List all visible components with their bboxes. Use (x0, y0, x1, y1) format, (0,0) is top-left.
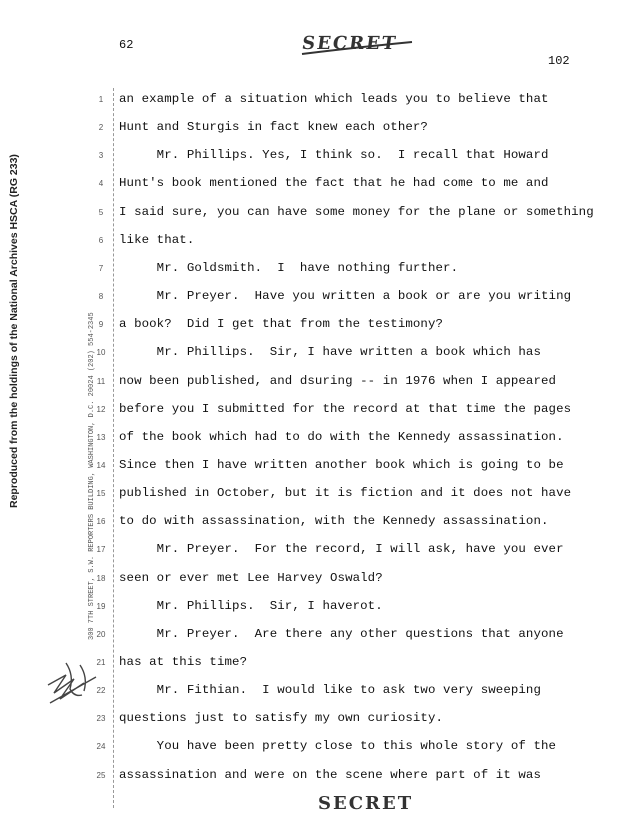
secret-stamp-top: SECRET (300, 33, 399, 54)
line-number: 13 (96, 432, 106, 442)
line-number: 17 (96, 545, 106, 555)
line-number: 12 (96, 404, 106, 414)
transcript-line: of the book which had to do with the Kennedy assassination. (119, 429, 564, 444)
stamp-underline-icon (300, 40, 415, 60)
line-number: 11 (96, 376, 106, 386)
transcript-line: Hunt and Sturgis in fact knew each other? (119, 120, 428, 135)
transcript-line: has at this time? (119, 655, 248, 669)
line-number: 3 (98, 151, 104, 161)
line-number: 25 (96, 770, 106, 780)
transcript-line: a book? Did I get that from the testimony? (119, 317, 444, 332)
transcript-line: Mr. Preyer. For the record, I will ask, have you ever (119, 542, 564, 557)
left-margin-rule (113, 88, 114, 808)
transcript-line: Mr. Fithian. I would like to ask two very sweeping (119, 683, 541, 698)
transcript-line: Mr. Phillips. Sir, I haverot. (119, 598, 383, 613)
transcript-line: before you I submitted for the record at that time the pages (119, 401, 572, 416)
line-number: 16 (96, 517, 106, 527)
line-number: 23 (96, 714, 106, 724)
reporter-margin-note: 300 7TH STREET, S.W. REPORTERS BUILDING, WASHINGTON, D.C. 20024 (202) 554-2345 (88, 312, 96, 640)
line-number: 19 (96, 601, 106, 611)
scribble-mark-icon (44, 655, 106, 707)
transcript-line: seen or ever met Lee Harvey Oswald? (119, 570, 383, 585)
page-number-right: 102 (548, 54, 570, 68)
line-number: 14 (96, 460, 106, 470)
transcript-line: Mr. Phillips. Sir, I have written a book which has (119, 345, 541, 360)
archive-margin-note: Reproduced from the holdings of the National Archives HSCA (RG 233) (8, 154, 20, 508)
transcript-line: published in October, but it is fiction and it does not have (119, 486, 572, 501)
line-number: 22 (96, 686, 106, 696)
line-number: 21 (96, 658, 106, 667)
transcript-line: assassination and were on the scene where part of it was (119, 767, 541, 782)
line-number: 9 (98, 320, 104, 330)
transcript-line: You have been pretty close to this whole story of the (119, 739, 557, 754)
line-number: 18 (96, 573, 106, 583)
transcript-line: Mr. Goldsmith. I have nothing further. (119, 260, 459, 275)
line-number: 4 (98, 179, 104, 189)
transcript-line: to do with assassination, with the Kennedy assassination. (119, 514, 549, 529)
transcript-line: questions just to satisfy my own curiosity. (119, 711, 444, 726)
line-number: 7 (98, 263, 104, 273)
secret-stamp-bottom: SECRET (318, 793, 414, 814)
line-number: 2 (98, 123, 104, 133)
page-number-left: 62 (119, 38, 134, 52)
transcript-line: Mr. Preyer. Are there any other questions that anyone (119, 626, 564, 641)
transcript-line: now been published, and dsuring -- in 1976 when I appeared (119, 373, 557, 388)
transcript-line: Mr. Preyer. Have you written a book or are you writing (119, 289, 572, 304)
transcript-line: Hunt's book mentioned the fact that he had come to me and (119, 176, 549, 191)
line-number: 1 (98, 95, 104, 104)
transcript-line: an example of a situation which leads you to believe that (119, 92, 549, 106)
line-number: 15 (96, 489, 106, 499)
transcript-line: I said sure, you can have some money for the plane or something (119, 204, 594, 219)
line-number: 20 (96, 629, 106, 639)
line-number: 24 (96, 742, 106, 752)
line-number: 5 (98, 207, 104, 217)
line-number: 8 (98, 292, 104, 302)
transcript-line: Mr. Phillips. Yes, I think so. I recall that Howard (119, 148, 549, 163)
transcript-line: Since then I have written another book which is going to be (119, 457, 564, 472)
line-number: 6 (98, 235, 104, 245)
transcript-line: like that. (119, 232, 195, 247)
line-number: 10 (96, 348, 106, 358)
